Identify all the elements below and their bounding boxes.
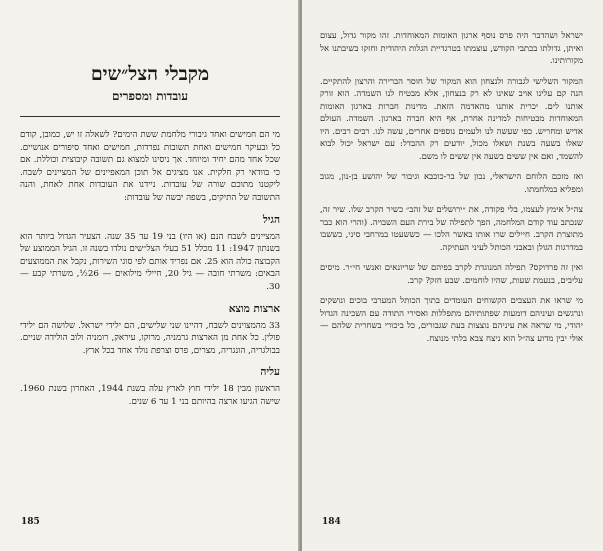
left-page-body	[20, 129, 280, 409]
section-text-immigration: הראשון מבין 18 ילידי חוץ לארץ עלה בשנת 1944, האחרון בשנת 1960. שישה הגיעו ארצה בהיותם בני 1 עד 6 שנים.	[20, 384, 280, 407]
title-divider	[20, 116, 280, 117]
body-paragraph: צה״ל אימץ לעצמו, בלי פקודה, את ״ירושלים של זהב״ כשיר הקרב שלו. שיר זה, שנכתב עוד קודם המלחמה, הפך לתפילה של בירת העם השבויה. (והרי הוא כבר מתוצרת הקרב. חיילים שרו אותו באשר הלכו — כששעטו במרחבי סיני, כששבו במדרגות הגולן ובאבני הכותל לעיני העתיקה.	[320, 205, 583, 253]
body-paragraph: ואז מזכם הלוחם הישראלי, נכון של בר-כוכבא וגיבור של יהושע בן-נון, מגוב ומפליא במלחמתו.	[320, 172, 583, 195]
section-heading-age: הגיל	[262, 213, 280, 226]
section-heading-origin: ארצות מוצא	[228, 302, 280, 315]
body-paragraph: המקור השלישי לגבורה ולנצחון הוא המקור של חוסר הברירה והרצון להתקיים. הנה קם עלינו אויב שאינו לא רק בנצחון, אלא מבטיח לנו השמדה. הוא זורק אותנו לים. יכרית אותנו מהאדמה הזאת. מדינות חברות בארגון האומות המאוחדות מבטיחות למדינה אחרת, אף היא חברה בארגון. השמדה. העולם אדיש ומחריש. כפי שעשה לנו ולעמים נוספים אחרים, עשה לנו. רבים רבים. היו שאלו בשעה בשנת ושאלו מכול, יודעים רק ההבדל: עם ישראל יכול לבוא להשמד, ואם אין ששים בשעה אין ששים לו משם.	[320, 76, 583, 162]
right-page	[302, 0, 603, 551]
chapter-subtitle: עובדות ומספרים	[111, 89, 189, 103]
section-heading-immigration: עליה	[260, 366, 280, 379]
intro-paragraph: מי הם חמישים ואחד גיבורי מלחמת ששת הימים? לשאלה זו יש, כמובן, קודם כל ובעיקר חמישים ואחת תשובות נפרדות, חמישים ואחד סיפורים אנושיים. שכל אחד מהם יחיד ומיוחד. אך ניסינו למצוא גם תשובה קיבוצית וכוללת. אם כי בוודאי רק חלקית. אנו מציגים אל תוכן המאפיינים של המציינים לשבח. ליקטנו מתוכם שורה של עובדות. ניידנו את העובדות אחת לאחת, והנה התשובה של התיקים, בשפה יבשה של עובדות:	[20, 130, 280, 203]
body-paragraph: ואין זה פרדוקס? תפילה המנוגדת לקרב בפיהם של שריונאים ואנשי חי״ר. מיסים עליבים, בנעמת שעות, שהיו לוחמים. שבע חזק? קרב.	[320, 263, 583, 286]
section-text-origin: 33 מהמצוינים לשבח, דהיינו שני שלישים, הם ילידי ישראל. שלושה הם ילידי פולין. כל אחת מן הארצות גרמניה, מרוקו, עיראק, רומניה ולוב הולידה שניים. בבולגריה, הונגריה, מצרים, פרס וצרפת נולד אחד בכל ארץ.	[20, 320, 280, 356]
right-page-body	[320, 30, 583, 345]
chapter-title: מקבלי הצל״שים	[90, 63, 210, 85]
body-paragraph: ישראל ושהדבר היה פרס נוסף ארגון האומות המאוחדות. זהו מקור גדול, עצום ואיתן, גדולתו בכתבי הקודש, עוצמתו בטרגדיית הגלות היהודית וחזקו בשיבתנו אל מקורותינו.	[320, 31, 583, 66]
page-number-left: 185	[21, 517, 40, 527]
page-number-right: 184	[322, 517, 341, 527]
section-text-age: המציינים לשבח הנם (או היו) בני 19 עד 35 שנה. הצעיר הגדול ביותר הוא בשנתון 1947: 11 מכלל 51 בעלי הצל״שים נולדו בשנה זו. הגיל הממוצע של הקבוצה כולה הוא 25. אם נפריד אותם לפי סוגי השירות, נקבל את הממוצעים הבאים: משרתי חובה — גיל 20, חיילי מילואים — 26½, משרתי קבע — 30.	[20, 231, 281, 292]
left-page	[0, 0, 300, 551]
body-paragraph: מי שראו את העצבים הקשוחים העומדים בתוך הכותל המערבי בוכים ונושקים ונרגשים ועיניהם דומעות שפתותיהם מתפללות ואסירי התודה עם השכינה הגדול יהודי, מי שראה את עיניהם נוצצות בעת שגבורים, כל ביכורי בשחרית שלהם — אולי יבין מדוע צה״ל הוא ניצח צבא בלתי מנוצח.	[320, 296, 583, 344]
